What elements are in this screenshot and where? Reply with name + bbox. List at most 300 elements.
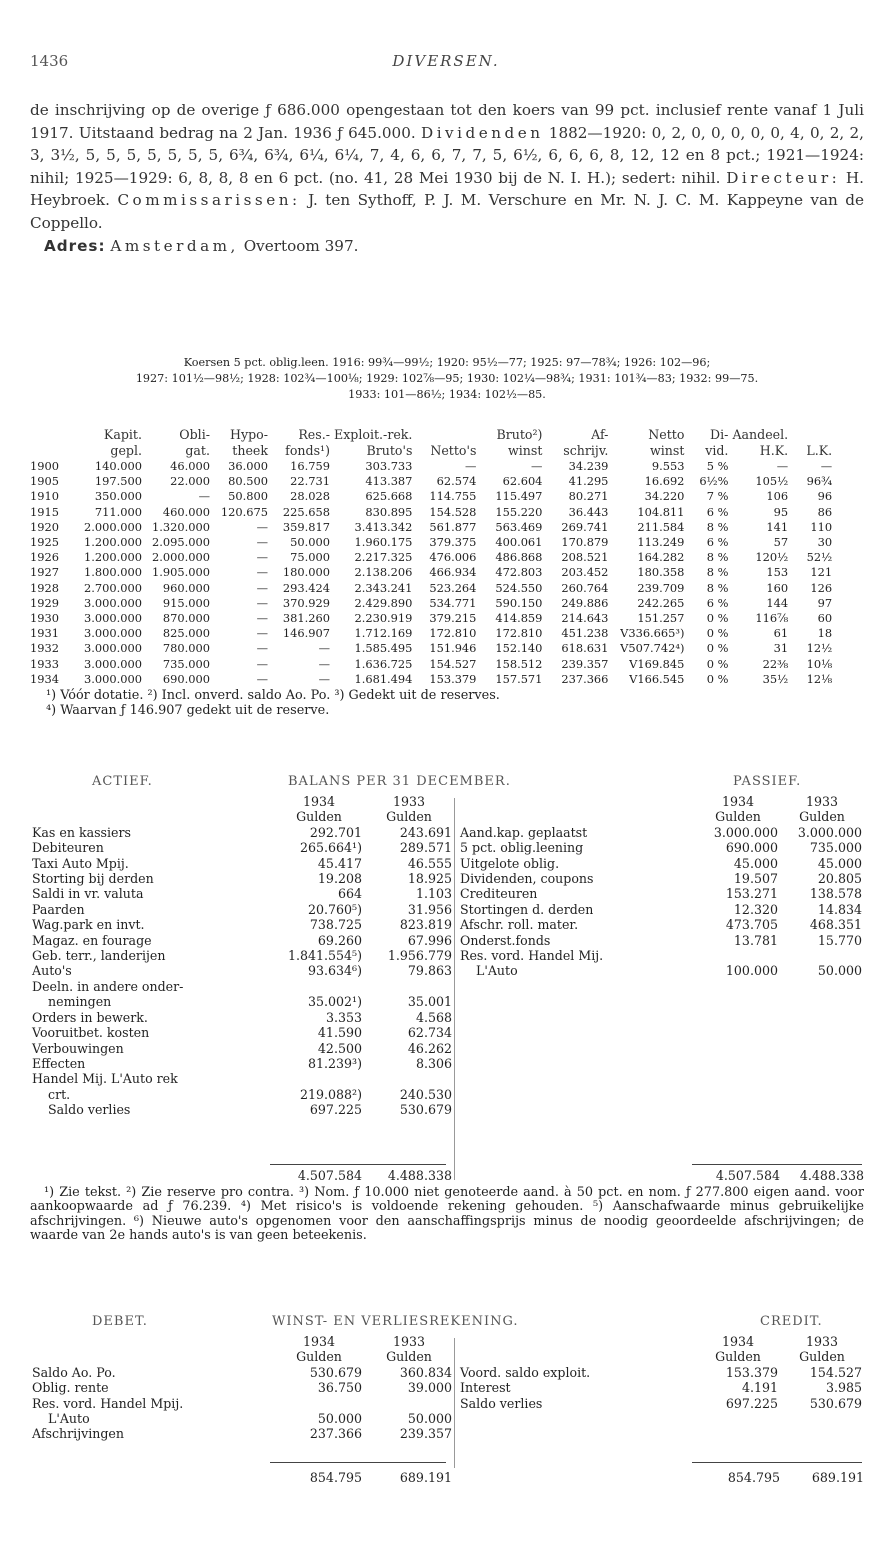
column-header: Hypo- xyxy=(230,427,268,442)
table-cell: 2.700.000 xyxy=(84,580,142,595)
table-cell: 8 % xyxy=(706,519,729,534)
column-header xyxy=(414,427,478,443)
table-cell: 52½ xyxy=(806,550,833,565)
year-label: 1933 xyxy=(805,794,839,809)
table-row xyxy=(30,626,834,641)
page-number: 1436 xyxy=(30,52,69,70)
total-rule xyxy=(270,1164,446,1165)
table-cell: 6½% xyxy=(699,474,729,489)
table-cell: 96¾ xyxy=(806,474,833,489)
ledger-value: 4.568 xyxy=(415,1009,452,1025)
table-cell: 960.000 xyxy=(162,580,210,595)
table-cell: 1.960.175 xyxy=(354,535,413,550)
table-cell: 5 % xyxy=(706,459,729,473)
year-row xyxy=(30,794,454,809)
ledger-row xyxy=(30,917,454,932)
table-cell: 144 xyxy=(766,595,789,610)
ledger-label: Dividenden, coupons xyxy=(460,871,594,887)
table-cell: 1.636.725 xyxy=(354,656,413,671)
table-cell: 2.230.919 xyxy=(354,611,413,626)
ledger-label: Orders in bewerk. xyxy=(32,1009,148,1025)
table-cell: 157.571 xyxy=(495,671,543,686)
ledger-label: Deeln. in andere onder- xyxy=(32,978,184,994)
table-cell: 486.868 xyxy=(495,550,543,565)
actief-title: ACTIEF. xyxy=(92,774,153,789)
table-cell: 36.443 xyxy=(568,504,609,519)
credit-column xyxy=(458,1334,864,1411)
table-cell: 0 % xyxy=(706,671,729,686)
table-row xyxy=(30,459,834,474)
table-cell: 35½ xyxy=(762,671,789,686)
table-cell: 3.000.000 xyxy=(84,595,142,610)
table-cell: — xyxy=(256,519,268,534)
table-cell: 870.000 xyxy=(162,611,210,626)
ledger-value: 42.500 xyxy=(317,1040,362,1056)
column-header: Obli- xyxy=(179,427,210,442)
table-cell: 2.217.325 xyxy=(354,550,413,565)
table-cell: — xyxy=(318,641,330,656)
table-cell: — xyxy=(256,535,268,550)
total-value: 689.191 xyxy=(399,1470,452,1485)
table-cell: 561.877 xyxy=(429,519,477,534)
table-cell: 1925 xyxy=(30,535,59,550)
table-cell: 164.282 xyxy=(637,550,685,565)
table-cell: 1926 xyxy=(30,550,59,565)
table-cell: — xyxy=(198,489,210,504)
ledger-row xyxy=(30,1102,454,1117)
actief-column xyxy=(30,794,454,1118)
ledger-value: 360.834 xyxy=(399,1364,452,1380)
history-notes xyxy=(30,688,870,718)
table-cell: 114.755 xyxy=(429,489,477,504)
table-cell: 1927 xyxy=(30,565,59,580)
table-row xyxy=(30,505,834,520)
table-cell: 105½ xyxy=(755,474,789,489)
commissarissen-label: Commissarissen: xyxy=(117,191,301,210)
unit-row xyxy=(30,809,454,824)
total-value: 4.507.584 xyxy=(715,1168,780,1183)
table-cell: 197.500 xyxy=(94,474,142,489)
table-cell: 41.295 xyxy=(568,474,609,489)
ledger-value: 219.088²) xyxy=(299,1086,362,1102)
ledger-value: 153.271 xyxy=(725,886,778,902)
history-header-row xyxy=(30,443,834,459)
ledger-row xyxy=(458,886,864,901)
ledger-label: Geb. terr., landerijen xyxy=(32,948,166,964)
table-cell: 1.585.495 xyxy=(354,641,413,656)
table-cell: 9.553 xyxy=(651,459,685,473)
table-cell: 8 % xyxy=(706,550,729,565)
table-cell: 350.000 xyxy=(94,489,142,504)
table-cell: 780.000 xyxy=(162,641,210,656)
ledger-row xyxy=(30,1071,454,1086)
ledger-value: 20.805 xyxy=(817,871,862,887)
table-cell: 400.061 xyxy=(495,535,543,550)
unit-label: Gulden xyxy=(296,1349,342,1365)
ledger-value: 243.691 xyxy=(399,824,452,840)
table-cell: 160 xyxy=(766,580,789,595)
table-cell: 18 xyxy=(817,626,833,641)
ledger-value: 67.996 xyxy=(407,932,452,948)
ledger-value: 69.260 xyxy=(317,932,362,948)
ledger-label: Onderst.fonds xyxy=(460,932,551,948)
table-cell: 3.000.000 xyxy=(84,611,142,626)
running-header xyxy=(30,52,862,76)
ledger-value: 8.306 xyxy=(415,1055,452,1071)
column-header: vid. xyxy=(705,443,729,458)
koersen-line: Koersen 5 pct. oblig.leen. 1916: 99¾—99½; 1920: 95½—77; 1925: 97—78¾; 1926: 102—96; xyxy=(183,356,711,369)
column-header: Res.- xyxy=(298,427,330,442)
ledger-value: 3.353 xyxy=(325,1009,362,1025)
ledger-value: 265.664¹) xyxy=(299,840,362,856)
history-table-block xyxy=(30,427,870,718)
intro-paragraph xyxy=(30,99,864,235)
table-cell: 172.810 xyxy=(495,626,543,641)
ledger-row xyxy=(30,1380,454,1395)
ledger-value: 3.000.000 xyxy=(713,824,778,840)
ledger-row xyxy=(458,1365,864,1380)
balance-divider xyxy=(454,798,455,1180)
table-cell: 1.320.000 xyxy=(152,519,210,534)
table-cell: 34.239 xyxy=(568,459,609,473)
ledger-label: Saldo verlies xyxy=(460,1395,543,1411)
unit-label: Gulden xyxy=(296,809,342,825)
table-row xyxy=(30,550,834,565)
table-cell: 472.803 xyxy=(495,565,543,580)
table-row xyxy=(30,596,834,611)
ledger-value: 239.357 xyxy=(399,1426,452,1442)
ledger-value: 3.000.000 xyxy=(797,824,862,840)
table-cell: 62.604 xyxy=(502,474,543,489)
table-cell: 1928 xyxy=(30,580,59,595)
ledger-value: 19.507 xyxy=(733,871,778,887)
ledger-row xyxy=(458,1380,864,1395)
ledger-value xyxy=(274,979,364,994)
table-cell: 155.220 xyxy=(495,504,543,519)
history-note: ¹) Vóór dotatie. ²) Incl. onverd. saldo Ao. Po. ³) Gedekt uit de reserves. xyxy=(46,688,500,704)
ledger-row xyxy=(30,871,454,886)
column-header: Bruto²) xyxy=(496,427,543,442)
table-cell: — xyxy=(776,459,789,473)
table-cell: 31 xyxy=(773,641,789,656)
total-value: 4.488.338 xyxy=(387,1168,452,1183)
year-label: 1933 xyxy=(805,1334,839,1349)
ledger-row xyxy=(458,840,864,855)
total-value: 689.191 xyxy=(811,1470,864,1485)
ledger-value xyxy=(696,948,780,963)
table-cell: 690.000 xyxy=(162,671,210,686)
table-cell: 80.271 xyxy=(568,489,609,504)
table-cell: 153 xyxy=(766,565,789,580)
table-cell: 3.000.000 xyxy=(84,656,142,671)
table-row xyxy=(30,581,834,596)
adres-line xyxy=(30,235,864,258)
table-cell: 0 % xyxy=(706,626,729,641)
column-header: Netto xyxy=(648,427,685,442)
column-header xyxy=(790,427,834,443)
table-cell: 1.200.000 xyxy=(84,550,142,565)
total-value: 854.795 xyxy=(309,1470,362,1485)
year-label: 1934 xyxy=(721,1334,755,1349)
table-cell: 476.006 xyxy=(429,550,477,565)
directeur-text: H. Heybroek. xyxy=(30,168,865,210)
table-cell: 34.220 xyxy=(644,489,685,504)
ledger-label: Handel Mij. L'Auto rek xyxy=(32,1071,178,1087)
ledger-value: 1.103 xyxy=(415,886,452,902)
ledger-row xyxy=(30,1025,454,1040)
table-cell: 1.681.494 xyxy=(354,671,413,686)
table-cell: 86 xyxy=(817,504,833,519)
ledger-row xyxy=(458,963,864,978)
unit-row xyxy=(458,809,864,824)
table-cell: 121 xyxy=(810,565,833,580)
table-cell: 830.895 xyxy=(365,504,413,519)
ledger-value: 31.956 xyxy=(407,901,452,917)
table-cell: 534.771 xyxy=(429,595,477,610)
table-row xyxy=(30,611,834,626)
table-cell: 1.905.000 xyxy=(152,565,210,580)
passief-column xyxy=(458,794,864,979)
total-rule xyxy=(270,1462,446,1463)
ledger-value: 93.634⁶) xyxy=(307,963,362,979)
table-cell: 12½ xyxy=(806,641,833,656)
table-cell: 208.521 xyxy=(561,550,609,565)
table-cell: 359.817 xyxy=(282,519,330,534)
ledger-label: Uitgelote oblig. xyxy=(460,855,560,871)
ledger-row xyxy=(30,856,454,871)
ledger-label: Crediteuren xyxy=(460,886,538,902)
history-table xyxy=(30,427,834,687)
unit-label: Gulden xyxy=(799,1349,845,1365)
table-cell: 825.000 xyxy=(162,626,210,641)
table-cell: 524.550 xyxy=(495,580,543,595)
unit-label: Gulden xyxy=(386,809,432,825)
ledger-label: Verbouwingen xyxy=(32,1040,124,1056)
ledger-value xyxy=(364,979,454,994)
ledger-row xyxy=(458,825,864,840)
ledger-value: 46.555 xyxy=(407,855,452,871)
table-cell: 460.000 xyxy=(162,504,210,519)
table-cell: 22.000 xyxy=(170,474,210,489)
table-cell: 57 xyxy=(773,535,789,550)
column-header: Exploit.-rek. xyxy=(334,427,413,442)
ledger-label: Kas en kassiers xyxy=(32,824,131,840)
ledger-label: Stortingen d. derden xyxy=(460,901,594,917)
table-cell: 36.000 xyxy=(228,459,268,473)
table-cell: 154.527 xyxy=(429,656,477,671)
table-cell: 30 xyxy=(817,535,833,550)
table-row xyxy=(30,565,834,580)
table-cell: 172.810 xyxy=(429,626,477,641)
ledger-value: 45.417 xyxy=(317,855,362,871)
table-cell: 3.000.000 xyxy=(84,641,142,656)
table-cell: 6 % xyxy=(706,504,729,519)
ledger-row xyxy=(30,825,454,840)
ledger-value: 62.734 xyxy=(407,1025,452,1041)
ledger-value: 12.320 xyxy=(733,901,778,917)
table-cell: 116⅞ xyxy=(755,611,789,626)
ledger-row xyxy=(30,933,454,948)
koersen-line: 1933: 101—86½; 1934: 102½—85. xyxy=(348,388,546,401)
unit-label: Gulden xyxy=(715,809,761,825)
ledger-row xyxy=(30,902,454,917)
ledger-row xyxy=(30,994,454,1009)
ledger-value: 1.956.779 xyxy=(387,948,452,964)
table-cell: 97 xyxy=(817,595,833,610)
ledger-value: 4.191 xyxy=(741,1380,778,1396)
table-cell: 1931 xyxy=(30,626,59,641)
table-cell: 379.375 xyxy=(429,535,477,550)
ledger-label: Afschr. roll. mater. xyxy=(460,917,579,933)
koersen-block xyxy=(30,355,864,403)
table-cell: 62.574 xyxy=(436,474,477,489)
table-cell: 12⅛ xyxy=(806,671,833,686)
table-cell: 113.249 xyxy=(637,535,685,550)
debet-column xyxy=(30,1334,454,1442)
total-value: 854.795 xyxy=(727,1470,780,1485)
ledger-row xyxy=(30,1041,454,1056)
table-cell: 61 xyxy=(773,626,789,641)
intro-text xyxy=(30,99,864,257)
table-cell: 141 xyxy=(766,519,789,534)
table-cell: 1932 xyxy=(30,641,59,656)
ledger-value xyxy=(364,1071,454,1086)
unit-label: Gulden xyxy=(715,1349,761,1365)
table-row xyxy=(30,474,834,489)
ledger-value: 154.527 xyxy=(809,1364,862,1380)
table-cell: 381.260 xyxy=(282,611,330,626)
ledger-value: 697.225 xyxy=(725,1395,778,1411)
adres-city: Amsterdam, xyxy=(110,236,239,255)
table-cell: 146.907 xyxy=(282,626,330,641)
ledger-label: Vooruitbet. kosten xyxy=(32,1025,150,1041)
table-cell: 3.413.342 xyxy=(354,519,413,534)
table-cell: 120.675 xyxy=(220,504,268,519)
ledger-value: 473.705 xyxy=(725,917,778,933)
ledger-value: 530.679 xyxy=(399,1102,452,1118)
table-cell: 3.000.000 xyxy=(84,671,142,686)
table-cell: 563.469 xyxy=(495,519,543,534)
passief-title: PASSIEF. xyxy=(733,774,802,789)
table-cell: — xyxy=(256,595,268,610)
table-cell: 1.200.000 xyxy=(84,535,142,550)
table-cell: 126 xyxy=(810,580,833,595)
balance-sheet xyxy=(30,794,864,1174)
table-cell: 152.140 xyxy=(495,641,543,656)
credit-table xyxy=(458,1334,864,1411)
ledger-value: 45.000 xyxy=(733,855,778,871)
table-cell: 225.658 xyxy=(282,504,330,519)
commissarissen-text: J. ten Sythoff, P. J. M. Verschure en Mr. N. J. C. M. Kappeyne van de Coppello. xyxy=(30,191,864,232)
table-cell: 180.358 xyxy=(637,565,685,580)
table-cell: 170.879 xyxy=(561,535,609,550)
pnl-divider xyxy=(454,1338,455,1468)
koersen-line: 1927: 101½—98½; 1928: 102¾—100⅛; 1929: 102⅞—95; 1930: 102¼—98¾; 1931: 101¾—83; 1932: 99—75. xyxy=(135,372,759,385)
ledger-row xyxy=(458,871,864,886)
table-cell: V166.545 xyxy=(629,671,685,686)
table-cell: 0 % xyxy=(706,656,729,671)
ledger-value: 738.725 xyxy=(309,917,362,933)
table-cell: 1910 xyxy=(30,489,59,504)
total-value: 4.488.338 xyxy=(799,1168,864,1183)
table-cell: 22.731 xyxy=(290,474,330,489)
ledger-value: 35.001 xyxy=(407,994,452,1010)
ledger-value: 292.701 xyxy=(309,824,362,840)
table-cell: — xyxy=(256,656,268,671)
table-row xyxy=(30,657,834,672)
ledger-value: 50.000 xyxy=(407,1411,452,1427)
ledger-value: 153.379 xyxy=(725,1364,778,1380)
year-label: 1933 xyxy=(392,794,426,809)
table-cell: 3.000.000 xyxy=(84,626,142,641)
table-cell: V169.845 xyxy=(629,656,685,671)
ledger-row xyxy=(30,1426,454,1441)
table-cell: 523.264 xyxy=(429,580,477,595)
table-cell: 0 % xyxy=(706,641,729,656)
ledger-value: 14.834 xyxy=(817,901,862,917)
ledger-label: Effecten xyxy=(32,1055,86,1071)
ledger-label: Debiteuren xyxy=(32,840,104,856)
ledger-value: 100.000 xyxy=(725,963,778,979)
ledger-value: 45.000 xyxy=(817,855,862,871)
table-cell: 237.366 xyxy=(561,671,609,686)
ledger-value: 1.841.554⁵) xyxy=(287,948,362,964)
column-header xyxy=(30,443,70,459)
column-header: Bruto's xyxy=(366,443,413,458)
column-header: gepl. xyxy=(110,443,142,458)
ledger-row xyxy=(30,1010,454,1025)
year-label: 1934 xyxy=(302,1334,336,1349)
table-cell: 625.668 xyxy=(365,489,413,504)
table-cell: 95 xyxy=(773,504,789,519)
table-cell: 46.000 xyxy=(170,459,210,473)
ledger-value xyxy=(274,1071,364,1086)
table-cell: 151.946 xyxy=(429,641,477,656)
table-cell: 1933 xyxy=(30,656,59,671)
column-header: schrijv. xyxy=(563,443,609,458)
table-cell: 180.000 xyxy=(282,565,330,580)
ledger-value: 15.770 xyxy=(817,932,862,948)
table-cell: — xyxy=(256,611,268,626)
ledger-row xyxy=(458,1396,864,1411)
table-cell: 16.759 xyxy=(290,459,330,473)
table-cell: 104.811 xyxy=(637,504,685,519)
ledger-value: 50.000 xyxy=(817,963,862,979)
issue-text: de inschrijving op de overige ƒ 686.000 opengestaan tot den koers van 99 pct. inclusief rente vanaf 1 Juli 1917. Uitstaand bedrag na 2 Jan. 1936 ƒ 645.000. xyxy=(30,101,864,142)
table-cell: — xyxy=(531,459,543,473)
table-cell: 239.709 xyxy=(637,580,685,595)
column-header: Aandeel. xyxy=(732,427,789,442)
table-cell: 242.265 xyxy=(637,595,685,610)
ledger-label: Voord. saldo exploit. xyxy=(460,1364,591,1380)
table-cell: 1929 xyxy=(30,595,59,610)
column-header: winst xyxy=(507,443,543,458)
ledger-row xyxy=(30,1365,454,1380)
ledger-value: 79.863 xyxy=(407,963,452,979)
table-cell: 2.343.241 xyxy=(354,580,413,595)
table-cell: 2.429.890 xyxy=(354,595,413,610)
column-header: fonds¹) xyxy=(285,443,330,458)
ledger-row xyxy=(458,856,864,871)
ledger-label: Res. vord. Handel Mpij. xyxy=(32,1395,184,1411)
table-cell: — xyxy=(256,641,268,656)
table-cell: 249.886 xyxy=(561,595,609,610)
ledger-value: 41.590 xyxy=(317,1025,362,1041)
table-row xyxy=(30,641,834,656)
balance-title: BALANS PER 31 DECEMBER. xyxy=(288,774,511,789)
table-cell: 28.028 xyxy=(290,489,330,504)
table-cell: 214.643 xyxy=(561,611,609,626)
